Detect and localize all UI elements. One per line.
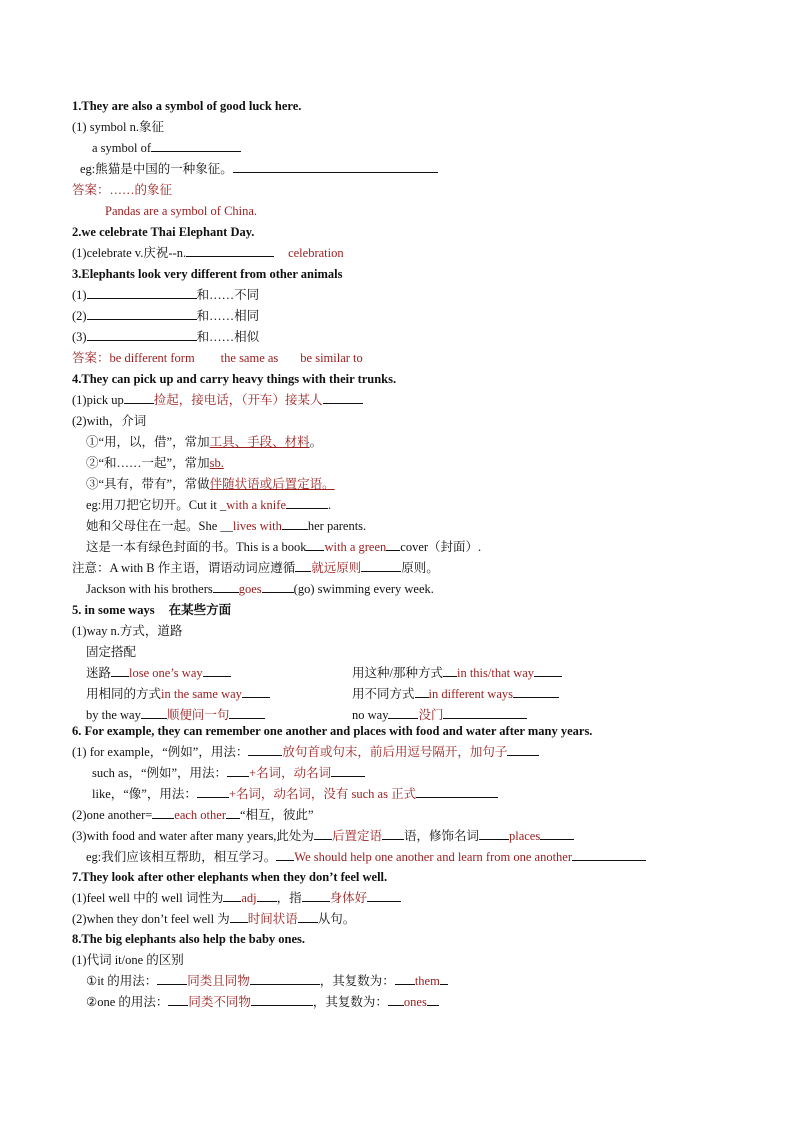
- sec6-line3-answer: +名词，动名词，没有 such as 正式: [228, 787, 417, 801]
- blank: [513, 686, 559, 698]
- sec4-line5-text: ③“具有，带有”，常做: [86, 477, 210, 491]
- blank: [395, 973, 415, 985]
- sec7-title: 7.They look after other elephants when they don’t feel well.: [72, 870, 388, 884]
- sec6-line6: [86, 849, 646, 865]
- sec6-line4-answer: each other: [174, 808, 226, 822]
- phrase-answer: in the same way: [161, 687, 242, 701]
- sec4-line8-tail: cover（封面）.: [400, 540, 482, 554]
- sec4-line9: [72, 560, 439, 576]
- blank: [386, 539, 400, 551]
- sec4-line8: [86, 539, 481, 555]
- sec3-line2-text: 和……相同: [196, 309, 260, 323]
- blank: [302, 890, 330, 902]
- sec1-answer-2: Pandas are a symbol of China.: [105, 204, 258, 218]
- sec4-line8-answer: with a green: [324, 540, 387, 554]
- blank: [572, 849, 646, 861]
- sec8-line1: (1)代词 it/one 的区别: [72, 953, 184, 967]
- sec5-title-cn: 在某些方面: [168, 603, 232, 617]
- sec6-line5-mid: 语，修饰名词: [403, 829, 479, 843]
- sec6-line6-answer: We should help one another and learn from one another: [294, 850, 572, 864]
- phrase: 用这种/那种方式: [352, 666, 443, 680]
- sec1-answer-1: ……的象征: [109, 183, 173, 197]
- item-number: (1): [72, 288, 87, 302]
- sec1-line1: (1) symbol n.象征: [72, 120, 165, 134]
- blank: [87, 329, 197, 341]
- answer-label: 答案：: [72, 351, 110, 365]
- sec5-row1-right: [352, 665, 562, 681]
- sec7-line1-answer-2: 身体好: [329, 891, 368, 905]
- sec2-line1: [72, 245, 344, 261]
- sec1-answer: [72, 182, 172, 198]
- sec8-line3-mid: ，其复数为：: [312, 995, 388, 1009]
- blank: [331, 765, 365, 777]
- phrase-answer: 顺便问一句: [166, 708, 230, 722]
- sec4-line9-tail: 原则。: [401, 561, 439, 575]
- blank: [230, 911, 248, 923]
- sec1-line2-text: a symbol of: [92, 141, 152, 155]
- blank: [168, 994, 188, 1006]
- sec6-line5-text: (3)with food and water after many years,此处为: [72, 829, 314, 843]
- blank: [87, 287, 197, 299]
- sec7-line2-answer: 时间状语: [247, 912, 298, 926]
- sec4-line7-text: 她和父母住在一起。She __: [86, 519, 233, 533]
- blank: [141, 707, 167, 719]
- sec4-line10-answer: goes: [238, 582, 262, 596]
- blank: [151, 140, 241, 152]
- sec3-line3: [72, 329, 259, 345]
- sec6-line4-text: (2)one another=: [72, 808, 153, 822]
- blank: [157, 973, 187, 985]
- sec8-line3-text: ②one 的用法：: [86, 995, 169, 1009]
- blank: [262, 581, 294, 593]
- phrase: no way: [352, 708, 389, 722]
- sec3-line3-text: 和……相似: [196, 330, 260, 344]
- blank: [276, 849, 294, 861]
- sec6-line3: [92, 786, 498, 802]
- sec8-line3-answer-2: ones: [403, 995, 427, 1009]
- sec7-line1-text: (1)feel well 中的 well 词性为: [72, 891, 224, 905]
- sec7-line2-text: (2)when they don’t feel well 为: [72, 912, 230, 926]
- blank: [388, 994, 404, 1006]
- sec5-row2-left: [86, 686, 270, 702]
- phrase: by the way: [86, 708, 141, 722]
- blank: [233, 161, 438, 173]
- sec1-line2: [92, 140, 241, 156]
- sec4-line4: [86, 455, 224, 471]
- sec4-title: 4.They can pick up and carry heavy things with their trunks.: [72, 372, 397, 386]
- punct: 。: [309, 435, 323, 449]
- sec4-line1-text: (1)pick up: [72, 393, 124, 407]
- sec3-answer: [72, 350, 363, 366]
- blank: [479, 828, 509, 840]
- blank: [242, 686, 270, 698]
- sec6-title: 6. For example, they can remember one another and places with food and water after many years.: [72, 724, 593, 738]
- answer-label: 答案：: [72, 183, 110, 197]
- sec4-line10: [86, 581, 434, 597]
- sec4-line9-answer: 就远原则: [311, 561, 362, 575]
- phrase-answer: in different ways: [428, 687, 513, 701]
- sec3-answer-3: be similar to: [300, 351, 363, 365]
- blank: [186, 245, 274, 257]
- sec6-line2-answer: +名词，动名词: [249, 766, 332, 780]
- sec4-line7-tail: her parents.: [307, 519, 367, 533]
- sec4-line7: [86, 518, 366, 534]
- sec4-line6: [86, 497, 331, 513]
- sec5-row3-right: [352, 707, 527, 723]
- sec1-title: 1.They are also a symbol of good luck here.: [72, 99, 302, 113]
- sec2-title: 2.we celebrate Thai Elephant Day.: [72, 225, 255, 239]
- blank: [314, 828, 332, 840]
- blank: [282, 518, 308, 530]
- blank: [361, 560, 401, 572]
- sec4-line9-text: 注意：A with B 作主语，谓语动词应遵循: [72, 561, 296, 575]
- sec2-line1-text: (1)celebrate v.庆祝--n.: [72, 246, 187, 260]
- blank: [124, 392, 154, 404]
- blank: [197, 786, 229, 798]
- sec4-line3-answer: 工具、手段、材料: [209, 435, 310, 449]
- sec4-line2: (2)with，介词: [72, 414, 147, 428]
- blank: [306, 539, 324, 551]
- blank: [227, 765, 249, 777]
- sec6-line2: [92, 765, 365, 781]
- sec5-title: [72, 602, 231, 618]
- blank: [248, 744, 282, 756]
- blank: [257, 890, 277, 902]
- sec8-line2-answer-2: them: [414, 974, 440, 988]
- blank: [443, 707, 527, 719]
- phrase-answer: lose one’s way: [129, 666, 203, 680]
- punct: .: [328, 498, 332, 512]
- sec6-line6-text: eg:我们应该相互帮助，相互学习。: [86, 850, 277, 864]
- sec1-line3-text: eg:熊猫是中国的一种象征。: [80, 162, 233, 176]
- blank: [415, 686, 429, 698]
- blank: [203, 665, 231, 677]
- blank: [226, 807, 240, 819]
- sec4-line4-text: ②“和……一起”，常加: [86, 456, 210, 470]
- sec8-line2-answer: 同类且同物: [187, 974, 250, 988]
- blank: [111, 665, 129, 677]
- blank: [507, 744, 539, 756]
- blank: [323, 392, 363, 404]
- sec4-line6-text: eg:用刀把它切开。Cut it _: [86, 498, 227, 512]
- sec4-line3: [86, 434, 322, 450]
- sec3-title: 3.Elephants look very different from other animals: [72, 267, 343, 281]
- blank: [534, 665, 562, 677]
- sec4-line10-tail: (go) swimming every week.: [293, 582, 434, 596]
- sec6-line4: [72, 807, 314, 823]
- sec1-line3: [80, 161, 438, 177]
- blank: [388, 707, 418, 719]
- sec4-line4-answer: sb.: [209, 456, 224, 470]
- sec4-line6-answer: with a knife: [226, 498, 286, 512]
- blank: [229, 707, 265, 719]
- phrase-answer: in this/that way: [456, 666, 535, 680]
- sec3-line1-text: 和……不同: [196, 288, 260, 302]
- sec6-line5-answer-2: places: [508, 829, 541, 843]
- sec3-line1: [72, 287, 259, 303]
- sec6-line4-tail: “相互，彼此”: [239, 808, 314, 822]
- sec4-line1-answer: 捡起，接电话，（开车）接某人: [153, 393, 323, 407]
- sec5-title-en: 5. in some ways: [72, 603, 155, 617]
- blank: [540, 828, 574, 840]
- blank: [298, 911, 318, 923]
- sec3-answer-1: be different form: [109, 351, 195, 365]
- sec7-line2: [72, 911, 355, 927]
- sec5-row3-left: [86, 707, 265, 723]
- phrase: 用相同的方式: [86, 687, 162, 701]
- blank: [223, 890, 241, 902]
- sec3-line2: [72, 308, 259, 324]
- sec4-line3-text: ①“用，以，借”，常加: [86, 435, 210, 449]
- sec8-line2-text: ①it 的用法：: [86, 974, 158, 988]
- sec6-line1-answer: 放句首或句末，前后用逗号隔开，加句子: [282, 745, 508, 759]
- sec8-line2: [86, 973, 448, 989]
- sec2-answer: celebration: [288, 246, 344, 260]
- blank: [443, 665, 457, 677]
- sec4-line10-text: Jackson with his brothers: [86, 582, 213, 596]
- item-number: (3): [72, 330, 87, 344]
- sec4-line5: [86, 476, 335, 492]
- blank: [286, 497, 328, 509]
- sec6-line1: [72, 744, 539, 760]
- sec6-line5: [72, 828, 574, 844]
- blank: [213, 581, 239, 593]
- sec6-line3-text: like，“像”，用法：: [92, 787, 197, 801]
- sec5-line1: (1)way n.方式，道路: [72, 624, 183, 638]
- sec6-line1-text: (1) for example，“例如”，用法：: [72, 745, 249, 759]
- item-number: (2): [72, 309, 87, 323]
- sec7-line1-mid: ，指: [276, 891, 302, 905]
- sec5-row2-right: [352, 686, 559, 702]
- sec5-line2: 固定搭配: [86, 645, 137, 659]
- blank: [251, 994, 313, 1006]
- sec4-line8-text: 这是一本有绿色封面的书。This is a book: [86, 540, 307, 554]
- sec7-line1-answer: adj: [241, 891, 257, 905]
- sec6-line2-text: such as，“例如”，用法：: [92, 766, 228, 780]
- sec5-row1-left: [86, 665, 231, 681]
- blank: [382, 828, 404, 840]
- blank: [367, 890, 401, 902]
- sec8-line3: [86, 994, 439, 1010]
- sec4-line7-answer: lives with: [232, 519, 282, 533]
- phrase: 用不同方式: [352, 687, 415, 701]
- phrase: 迷路: [86, 666, 112, 680]
- sec7-line2-tail: 从句。: [317, 912, 356, 926]
- blank: [416, 786, 498, 798]
- sec4-line1: [72, 392, 363, 408]
- sec8-line2-mid: ，其复数为：: [319, 974, 395, 988]
- sec4-line5-answer: 伴随状语或后置定语。: [209, 477, 335, 491]
- phrase-answer: 没门: [418, 708, 444, 722]
- blank: [440, 973, 448, 985]
- blank: [87, 308, 197, 320]
- sec8-title: 8.The big elephants also help the baby ones.: [72, 932, 306, 946]
- sec6-line5-answer: 后置定语: [331, 829, 382, 843]
- blank: [427, 994, 439, 1006]
- sec7-line1: [72, 890, 401, 906]
- blank: [295, 560, 311, 572]
- blank: [250, 973, 320, 985]
- sec3-answer-2: the same as: [220, 351, 279, 365]
- sec8-line3-answer: 同类不同物: [188, 995, 251, 1009]
- blank: [152, 807, 174, 819]
